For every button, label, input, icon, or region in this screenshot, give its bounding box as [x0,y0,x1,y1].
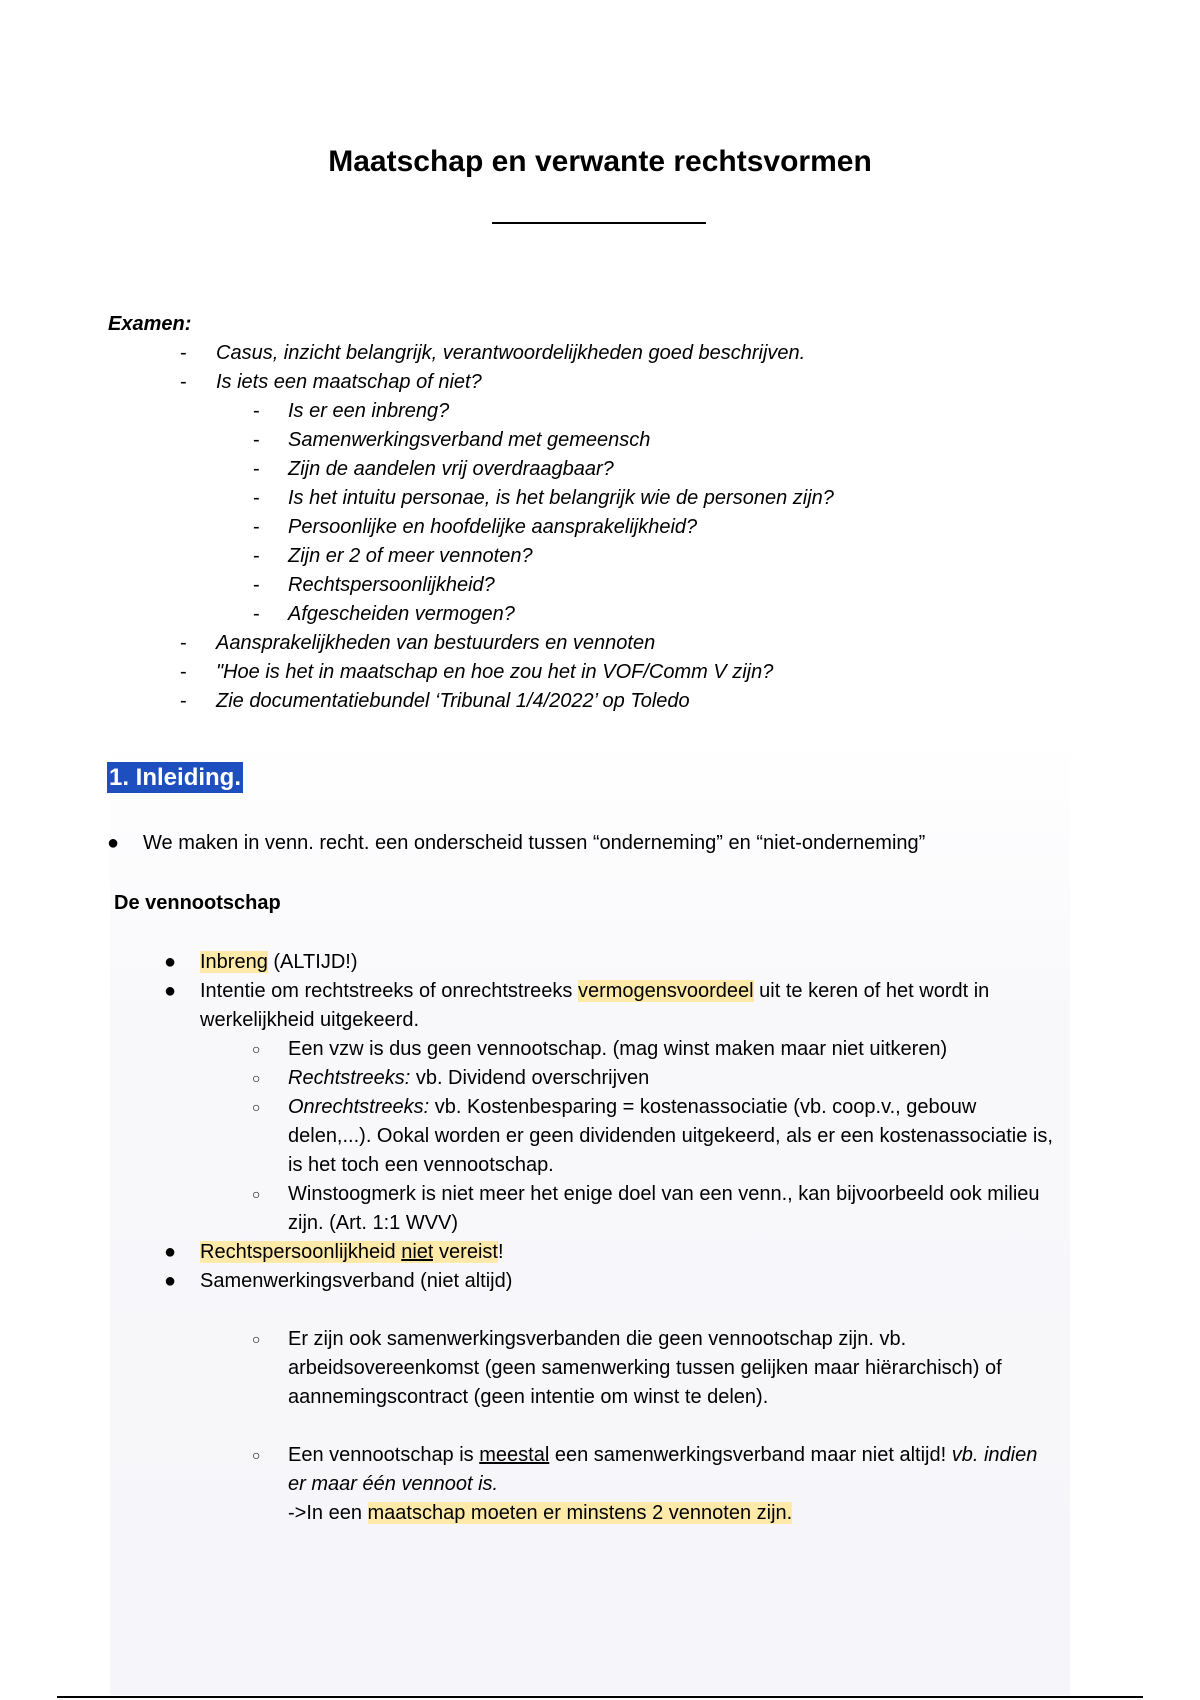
exam-subitem: - Is het intuitu personae, is het belangrijk wie de personen zijn? [253,487,834,509]
exam-item: - Is iets een maatschap of niet? [180,371,482,393]
list-item: ● Intentie om rechtstreeks of onrechtstreeks vermogensvoordeel uit te keren of het wordt in werkelijkheid uitgekeerd. [164,980,990,1031]
list-item: ● Inbreng (ALTIJD!) [164,951,358,973]
list-item: ● Samenwerkingsverband (niet altijd) [164,1270,513,1292]
exam-subitem: - Samenwerkingsverband met gemeensch [253,429,651,451]
exam-section [108,310,834,716]
exam-subitem: - Zijn de aandelen vrij overdraagbaar? [253,458,614,480]
intro-text: We maken in venn. recht. een onderscheid tussen “onderneming” en “niet-onderneming” [143,832,926,854]
highlight: vermogensvoordeel [577,980,754,1002]
sub-item: ○ Rechtstreeks: vb. Dividend overschrijven [252,1067,650,1089]
exam-subitem: - Afgescheiden vermogen? [253,603,515,625]
vennootschap-list [160,948,1060,1528]
exam-item: - Zie documentatiebundel ‘Tribunal 1/4/2022’ op Toledo [180,690,690,712]
title-underline [492,222,706,224]
exam-item: - Casus, inzicht belangrijk, verantwoordelijkheden goed beschrijven. [180,342,806,364]
section-heading: 1. Inleiding. [109,764,242,791]
sub-item: ○ Een vennootschap is meestal een samenwerkingsverband maar niet altijd! vb. indien er maar één vennoot is. ->In een maatschap moeten er minstens 2 vennoten zijn. [252,1444,1038,1524]
list-item: ● Rechtspersoonlijkheid niet vereist! [164,1241,504,1263]
exam-subitem: - Rechtspersoonlijkheid? [253,574,495,596]
sub-item: ○ Winstoogmerk is niet meer het enige doel van een venn., kan bijvoorbeeld ook milieu zijn. (Art. 1:1 WVV) [252,1183,1040,1234]
page-title: Maatschap en verwante rechtsvormen [328,145,872,178]
exam-subitem: - Persoonlijke en hoofdelijke aansprakelijkheid? [253,516,698,538]
intro-bullet [107,832,925,855]
exam-subitem: - Is er een inbreng? [253,400,450,422]
bullet-marker: ● [107,832,120,854]
highlight: Inbreng [200,951,268,973]
footer-divider [57,1696,1143,1698]
highlight: maatschap moeten er minstens 2 vennoten zijn. [367,1502,793,1524]
sub-item: ○ Er zijn ook samenwerkingsverbanden die geen vennootschap zijn. vb. arbeidsovereenkomst (geen samenwerking tussen gelijken maar hiërarchisch) of aannemingscontract (geen intentie om winst te delen). [252,1328,1002,1408]
subheading: De vennootschap [114,892,281,914]
exam-item: - Aansprakelijkheden van bestuurders en vennoten [180,632,656,654]
exam-subitem: - Zijn er 2 of meer vennoten? [253,545,533,567]
sub-item: ○ Onrechtstreeks: vb. Kostenbesparing = kostenassociatie (vb. coop.v., gebouw delen,...). Ookal worden er geen dividenden uitgekeerd, als er een kostenassociatie is, is het toch een vennootschap. [252,1096,1053,1176]
exam-label: Examen: [108,313,192,335]
exam-item: - "Hoe is het in maatschap en hoe zou het in VOF/Comm V zijn? [180,661,774,683]
sub-item: ○ Een vzw is dus geen vennootschap. (mag winst maken maar niet uitkeren) [252,1038,948,1060]
